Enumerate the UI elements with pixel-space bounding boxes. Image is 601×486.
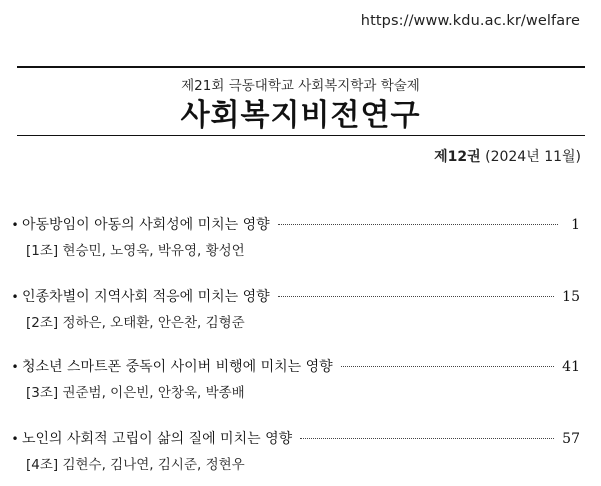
bullet-icon: • (11, 290, 19, 304)
toc-entry-title: 인종차별이 지역사회 적응에 미치는 영향 (22, 289, 270, 305)
volume-number: 제12권 (434, 149, 481, 165)
toc-entry-line (8, 356, 580, 376)
toc-entry-title: 청소년 스마트폰 중독이 사이버 비행에 미치는 영향 (22, 359, 333, 375)
dot-leader (278, 296, 554, 297)
toc-entry-line (8, 286, 580, 306)
volume-date: (2024년 11월) (485, 149, 581, 165)
toc-entry-authors: [3조] 권준범, 이은빈, 안창욱, 박종배 (26, 385, 245, 401)
toc-entry-page: 15 (562, 289, 580, 305)
website-url[interactable]: https://www.kdu.ac.kr/welfare (360, 13, 580, 29)
toc-entry (8, 286, 580, 331)
toc-entry (8, 356, 580, 401)
toc-entry-authors: [4조] 김현수, 김나연, 김시준, 정현우 (26, 457, 245, 473)
toc-entry-title: 노인의 사회적 고립이 삶의 질에 미치는 영향 (22, 431, 293, 447)
bullet-icon: • (11, 218, 19, 232)
toc-entry-page: 57 (562, 431, 580, 447)
toc-entry-title: 아동방임이 아동의 사회성에 미치는 영향 (22, 217, 270, 233)
toc-entry-authors: [2조] 정하은, 오태환, 안은찬, 김형준 (26, 315, 245, 331)
toc-entry-line (8, 428, 580, 448)
bullet-icon: • (11, 432, 19, 446)
toc-entry-authors: [1조] 현승민, 노영욱, 박유영, 황성언 (26, 243, 245, 259)
publication-subtitle: 제21회 극동대학교 사회복지학과 학술제 (181, 78, 420, 94)
toc-entry (8, 428, 580, 473)
publication-title: 사회복지비전연구 (180, 98, 421, 133)
toc-entry (8, 214, 580, 259)
bottom-rule (17, 135, 585, 136)
dot-leader (278, 224, 558, 225)
volume-info (434, 146, 581, 166)
toc-entry-page: 41 (562, 359, 580, 375)
top-rule (17, 66, 585, 68)
toc-entry-line (8, 214, 580, 234)
dot-leader (341, 366, 554, 367)
bullet-icon: • (11, 360, 19, 374)
dot-leader (300, 438, 554, 439)
toc-entry-page: 1 (571, 217, 580, 233)
